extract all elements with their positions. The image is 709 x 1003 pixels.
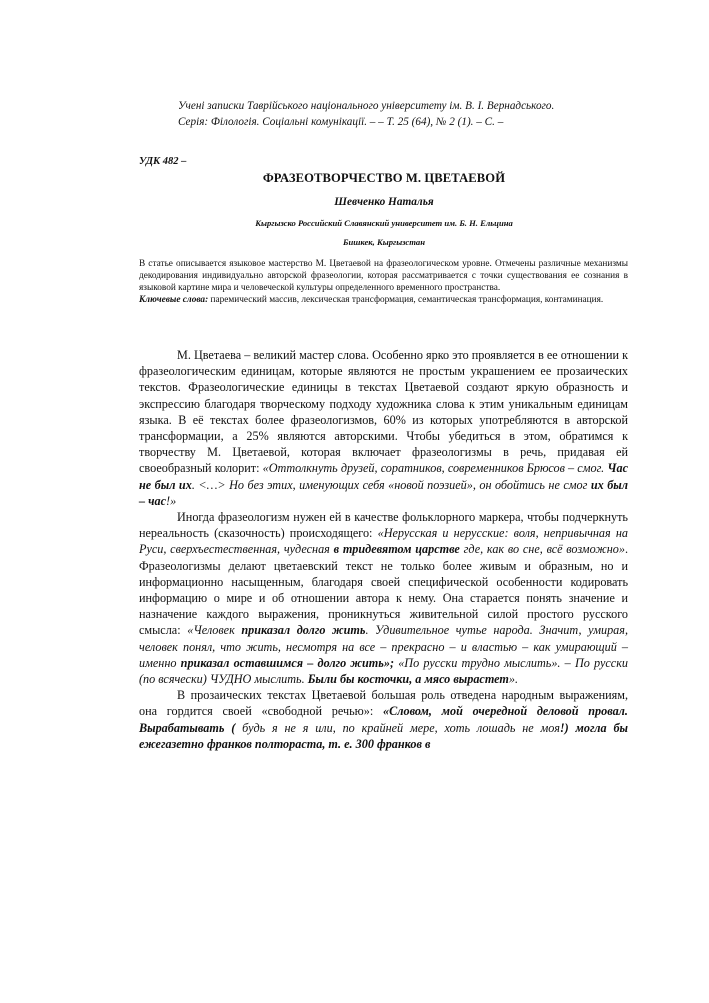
quote-text: «Человек	[187, 623, 242, 638]
journal-line-1: Учені записки Таврійського національного університету ім. В. І. Вернадського.	[178, 100, 555, 112]
quote-text: «Оттолкнуть друзей, соратников, современников Брюсов – смог.	[262, 461, 608, 476]
abstract-text: В статье описывается языковое мастерство М. Цветаевой на фразеологическом уровне. Отмечены различные механизмы декодирования индивидуально авторской фразеологии, которая рассматривается с точки существования ее сознания в языковой картине мира и человеческой культуры определенного временного пространства.	[139, 259, 628, 293]
keywords-list: паремический массив, лексическая трансформация, семантическая трансформация, контаминация.	[208, 295, 604, 305]
quote-text: где, как во сне, всё возможно»	[459, 542, 625, 557]
quote-text: ».	[508, 672, 519, 687]
quote-emphasis: «Словом, мой очередной деловой провал. Вырабатывать (	[139, 704, 628, 735]
quote-emphasis: приказал долго жить	[241, 623, 366, 638]
quote-text: «По русски трудно мыслить». – По русски (по всячески) ЧУДНО мыслить.	[139, 655, 629, 687]
quote-emphasis: их был – час	[139, 477, 629, 508]
quote-emphasis: в тридевятом царстве	[333, 542, 460, 557]
paragraph-1	[139, 347, 628, 509]
quote-emphasis: !) могла бы ежегазетно франков полтораста, т. е. 300 франков в	[139, 720, 629, 751]
abstract	[139, 258, 628, 306]
paragraph-text: Иногда фразеологизм нужен ей в качестве фольклорного маркера, чтобы подчеркнуть нереальность (сказочность) происходящего:	[139, 510, 628, 541]
keywords-label: Ключевые слова:	[139, 295, 209, 305]
paragraph-3	[139, 687, 628, 752]
quote-emphasis: приказал оставшимся – долго жить»;	[180, 655, 395, 670]
journal-line-2: Серія: Філологія. Соціальні комунікації. – – Т. 25 (64), № 2 (1). – С. –	[178, 116, 504, 128]
paragraph-2	[139, 509, 628, 687]
quote-text: «Нерусская и нерусские: воля, непривычная на Руси, сверхъестественная, чудесная	[139, 526, 628, 557]
article-body	[139, 347, 628, 752]
author-affiliation: Кыргызско Российский Славянский университет им. Б. Н. Ельцина	[255, 218, 513, 228]
quote-text: . Удивительное чутье народа. Значит, умирая, человек понял, что жить, несмотря на все – прекрасно – и властью – как умирающий – именно	[139, 623, 628, 670]
paragraph-text: М. Цветаева – великий мастер слова. Особенно ярко это проявляется в ее отношении к фразеологическим единицам, которые являются не простым украшением ее прозаических текстов. Фразеологические единицы в текстах Цветаевой создают яркую образность и экспрессию благодаря творческому подходу художника слова к этим уникальным единицам языка. В её текстах более фразеологизмов, 60% из которых употребляются в авторской трансформации, а 25% являются авторскими. Чтобы убедиться в этом, обратимся к творчеству М. Цветаевой, которая включает фразеологизмы в речь, придавая ей своеобразный колорит:	[139, 348, 628, 476]
udk-code: УДК 482 –	[139, 156, 187, 167]
paragraph-text: В прозаических текстах Цветаевой большая роль отведена народным выражениям, она гордится своей «свободной речью»:	[139, 688, 628, 719]
author-city: Бишкек, Кыргызстан	[343, 237, 425, 247]
quote-text: !»	[166, 493, 177, 508]
paragraph-text: . Фразеологизмы делают цветаевский текст не только более живым и образным, но и информационно насыщенным, благодаря своей специфической особенности кодировать информацию о мире и об отношении автора к нему. Она старается понять значение и назначение каждого выражения, проникнуться живительной силой простого русского смысла:	[139, 542, 628, 638]
author-name: Шевченко Наталья	[334, 196, 434, 208]
quote-text: будь я не я или, по крайней мере, хоть лошадь не моя	[235, 720, 560, 735]
quote-text: . <…> Но без этих, именующих себя «новой поэзией», он обойтись не смог	[191, 477, 591, 492]
quote-emphasis: Час не был их	[139, 461, 628, 492]
article-title: ФРАЗЕОТВОРЧЕСТВО М. ЦВЕТАЕВОЙ	[262, 171, 506, 185]
journal-header	[178, 98, 648, 130]
keywords	[139, 294, 628, 306]
quote-emphasis: Были бы косточки, а мясо вырастет	[307, 672, 509, 687]
